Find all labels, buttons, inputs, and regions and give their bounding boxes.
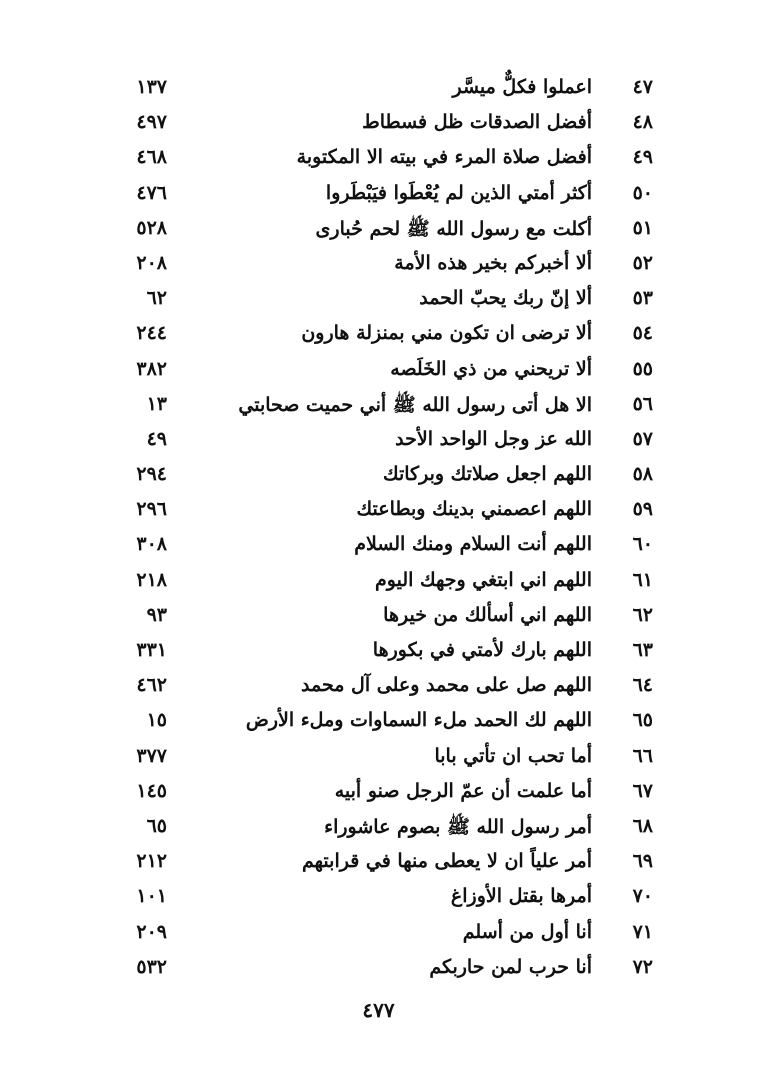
index-row: [0, 565, 757, 600]
index-row: [0, 107, 757, 142]
entry-page: ٢٠٩: [136, 920, 167, 943]
entry-title: أمر رسول الله ﷺ بصوم عاشوراء: [324, 815, 592, 838]
index-row: [0, 635, 757, 670]
entry-title: اللهم اني ابتغي وجهك اليوم: [375, 568, 592, 591]
entry-title: ألا إنّ ربك يحبّ الحمد: [419, 287, 592, 310]
index-row: [0, 318, 757, 353]
entry-page: ٦٢: [146, 287, 167, 310]
entry-number: ٥٣: [632, 287, 653, 310]
entry-number: ٦٩: [632, 850, 653, 873]
entry-title: أمرها بقتل الأوزاغ: [450, 885, 592, 908]
entry-page: ٣٠٨: [136, 533, 167, 556]
entry-number: ٤٩: [632, 146, 653, 169]
index-row: [0, 952, 757, 987]
index-row: [0, 459, 757, 494]
index-row: [0, 811, 757, 846]
entry-title: ألا ترضى ان تكون مني بمنزلة هارون: [301, 322, 592, 345]
entry-number: ٥٦: [632, 392, 653, 415]
entry-title: أنا حرب لمن حاربكم: [429, 955, 592, 978]
entry-title: اللهم اعصمني بدينك وبطاعتك: [356, 498, 592, 521]
entry-title: اعملوا فكلٌّ ميسَّر: [452, 76, 592, 98]
entry-page: ٤٦٢: [136, 674, 167, 697]
entry-number: ٥٩: [632, 498, 653, 521]
entry-title: أما علمت أن عمّ الرجل صنو أبيه: [334, 779, 592, 802]
entry-number: ٦٨: [632, 814, 653, 837]
index-row: [0, 600, 757, 635]
entry-number: ٦٥: [632, 709, 653, 732]
index-row: [0, 248, 757, 283]
entry-title: اللهم لك الحمد ملء السماوات وملء الأرض: [245, 709, 592, 732]
index-row: [0, 178, 757, 213]
entry-number: ٥١: [632, 216, 653, 239]
entry-title: الا هل أتى رسول الله ﷺ أني حميت صحابتي: [238, 393, 592, 416]
entry-number: ٦٤: [632, 674, 653, 697]
entry-page: ٤٦٨: [136, 146, 167, 169]
entry-number: ٧١: [632, 920, 653, 943]
entry-title: أفضل الصدقات ظل فسطاط: [362, 111, 592, 134]
entry-page: ٤٩٧: [136, 111, 167, 134]
index-row: [0, 529, 757, 564]
entry-page: ٩٣: [146, 603, 167, 626]
index-row: [0, 354, 757, 389]
entry-page: ١٥: [146, 709, 167, 732]
entry-number: ٥٧: [632, 427, 653, 450]
entry-page: ١٣: [146, 392, 167, 415]
entry-title: اللهم اجعل صلاتك وبركاتك: [382, 463, 592, 486]
entry-number: ٥٥: [632, 357, 653, 380]
entry-page: ٤٧٦: [136, 181, 167, 204]
entry-page: ٥٢٨: [136, 216, 167, 239]
entry-page: ١٤٥: [136, 779, 167, 802]
entry-title: الله عز وجل الواحد الأحد: [395, 427, 592, 450]
entry-title: أفضل صلاة المرء في بيته الا المكتوبة: [296, 146, 592, 169]
entry-title: أمر علياً ان لا يعطى منها في قرابتهم: [302, 850, 592, 873]
index-row: [0, 389, 757, 424]
entry-page: ٣٧٧: [136, 744, 167, 767]
entry-page: ٢٩٤: [136, 463, 167, 486]
entry-title: أكثر أمتي الذين لم يُعْطَوا فيَبْطَروا: [325, 181, 592, 204]
index-row: [0, 424, 757, 459]
entry-page: ٢١٨: [136, 568, 167, 591]
entry-title: ألا أخبركم بخير هذه الأمة: [394, 251, 592, 274]
entry-number: ٥٢: [632, 251, 653, 274]
entry-number: ٦٢: [632, 603, 653, 626]
hadith-index-list: [0, 72, 757, 987]
index-row: [0, 881, 757, 916]
entry-number: ٦٣: [632, 639, 653, 661]
entry-number: ٦٧: [632, 779, 653, 802]
index-row: [0, 213, 757, 248]
entry-number: ٧٢: [632, 955, 653, 978]
entry-number: ٧٠: [632, 885, 653, 908]
index-row: [0, 776, 757, 811]
entry-title: اللهم صل على محمد وعلى آل محمد: [301, 674, 592, 697]
entry-title: أنا أول من أسلم: [462, 920, 592, 943]
entry-number: ٤٨: [632, 111, 653, 134]
entry-number: ٤٧: [632, 76, 653, 98]
entry-page: ٢١٢: [136, 850, 167, 873]
entry-page: ٣٣١: [136, 639, 167, 661]
entry-number: ٥٨: [632, 463, 653, 486]
entry-number: ٥٤: [632, 322, 653, 345]
entry-page: ٤٩: [146, 427, 167, 450]
entry-title: أما تحب ان تأتي بابا: [434, 744, 592, 767]
entry-number: ٥٠: [632, 181, 653, 204]
entry-page: ١٣٧: [136, 76, 167, 98]
index-row: [0, 741, 757, 776]
index-row: [0, 705, 757, 740]
entry-number: ٦٦: [632, 744, 653, 767]
entry-page: ٢٩٦: [136, 498, 167, 521]
index-row: [0, 142, 757, 177]
index-row: [0, 917, 757, 952]
page-number: ٤٧٧: [362, 998, 395, 1022]
entry-title: ألا تريحني من ذي الخَلَصه: [390, 357, 592, 380]
index-row: [0, 670, 757, 705]
index-row: [0, 846, 757, 881]
index-row: [0, 283, 757, 318]
entry-page: ٥٣٢: [136, 955, 167, 978]
entry-title: أكلت مع رسول الله ﷺ لحم حُبارى: [315, 217, 592, 240]
entry-title: اللهم اني أسألك من خيرها: [383, 603, 592, 626]
entry-number: ٦٠: [632, 533, 653, 556]
entry-title: اللهم بارك لأمتي في بكورها: [372, 639, 592, 661]
entry-page: ٦٥: [146, 814, 167, 837]
index-row: [0, 72, 757, 107]
index-row: [0, 494, 757, 529]
entry-page: ٣٨٢: [136, 357, 167, 380]
entry-page: ١٠١: [136, 885, 167, 908]
entry-page: ٢٠٨: [136, 251, 167, 274]
entry-number: ٦١: [632, 568, 653, 591]
entry-page: ٢٤٤: [136, 322, 167, 345]
entry-title: اللهم أنت السلام ومنك السلام: [354, 533, 592, 556]
